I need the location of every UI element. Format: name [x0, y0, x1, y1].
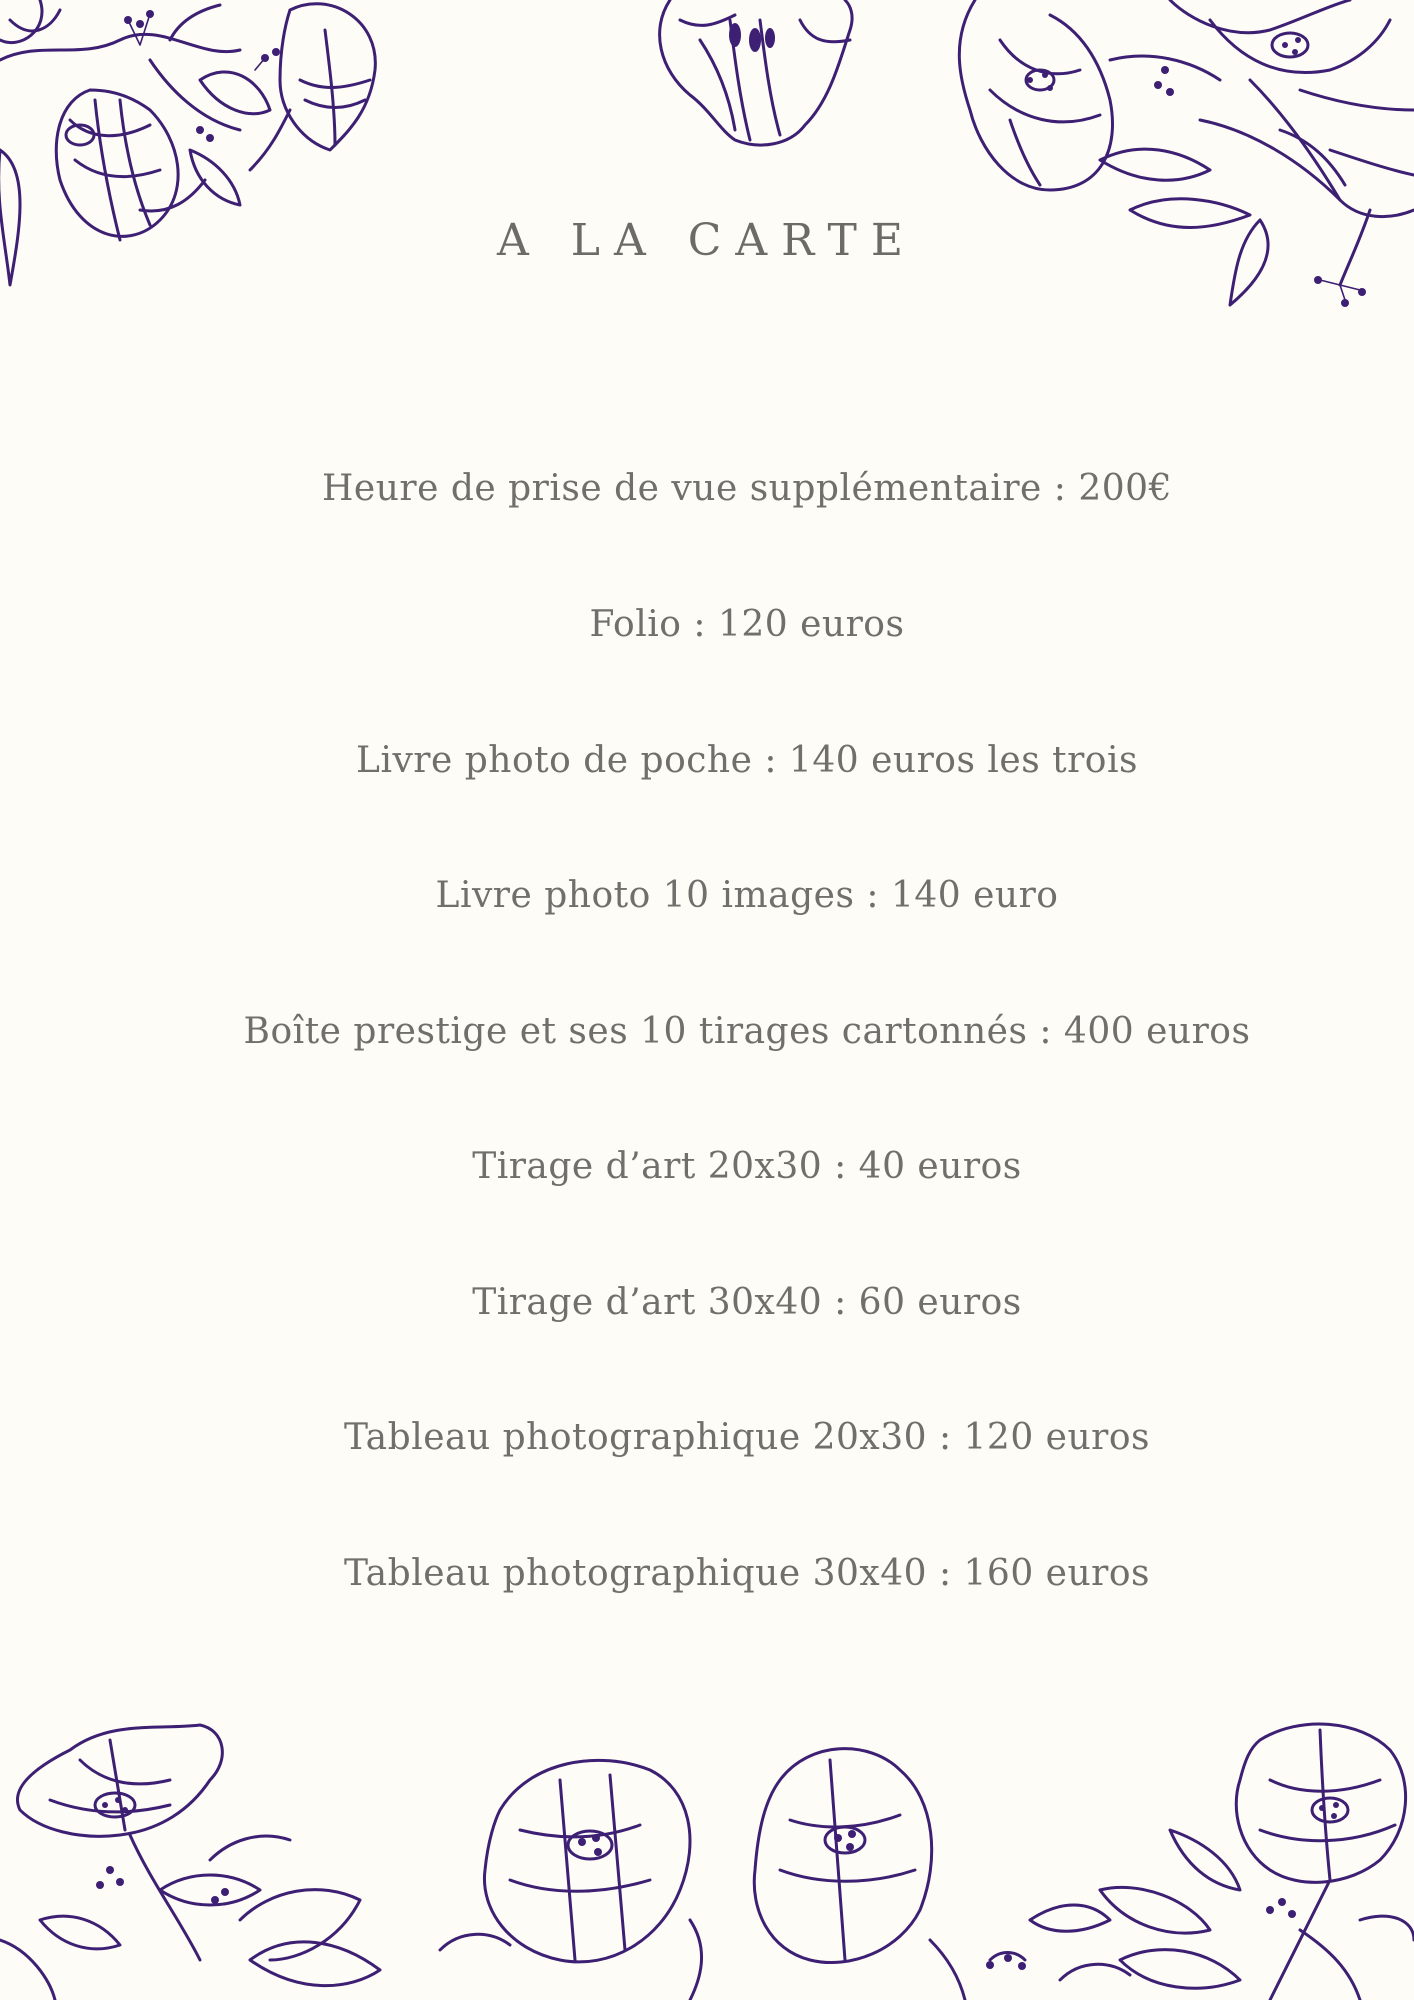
menu-item: Folio : 120 euros: [589, 604, 905, 645]
menu-item: Livre photo 10 images : 140 euro: [435, 875, 1059, 916]
menu-item: Tirage d’art 20x30 : 40 euros: [472, 1146, 1022, 1187]
menu-item: Boîte prestige et ses 10 tirages cartonnés : 400 euros: [243, 1011, 1251, 1052]
menu-item: Livre photo de poche : 140 euros les trois: [356, 740, 1138, 781]
menu-item: Tirage d’art 30x40 : 60 euros: [472, 1282, 1022, 1323]
menu-item: Tableau photographique 30x40 : 160 euros: [343, 1553, 1151, 1594]
floral-top-right-icon: [950, 0, 1414, 320]
page-title: A LA CARTE: [496, 215, 917, 266]
menu-item: Heure de prise de vue supplémentaire : 200€: [322, 468, 1172, 509]
flower-top-center-icon: [640, 0, 870, 160]
floral-bottom-icon: [0, 1720, 1414, 2000]
menu-item: Tableau photographique 20x30 : 120 euros: [343, 1417, 1151, 1458]
